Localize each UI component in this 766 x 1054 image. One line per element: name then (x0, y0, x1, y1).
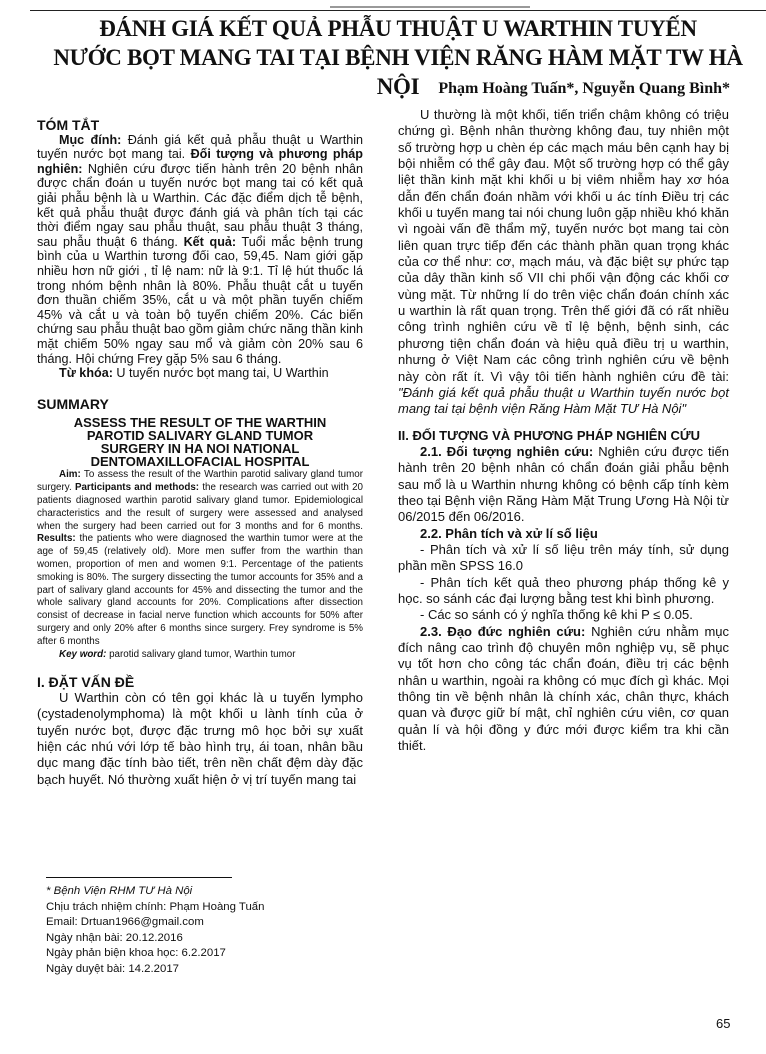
section-2-1 (398, 444, 729, 526)
s22-bullet-2: - Phân tích kết quả theo phương pháp thống kê y học. so sánh các đại lượng bằng test khi bình phương. (398, 574, 729, 606)
section-2-2-heading (398, 526, 729, 542)
s21-label: 2.1. Đối tượng nghiên cứu: (420, 443, 594, 459)
section-2-3 (398, 624, 729, 755)
footnotes (46, 884, 264, 978)
running-header (330, 6, 530, 8)
date-received: Ngày nhận bài: 20.12.2016 (46, 931, 183, 944)
results-label: Kết quả: (183, 234, 237, 249)
keywords-label-en: Key word: (59, 648, 107, 660)
abstract-heading: TÓM TẮT (37, 117, 100, 133)
abstract-vi (37, 133, 363, 367)
aim-label: Mục đính: (59, 132, 122, 147)
aim-text: Đánh giá kết quả phẫu thuật u Warthin tuyến nước bọt mang tai. (37, 132, 363, 162)
methods-text-en: the research was carried out with 20 patients diagnosed warthin parotid salivary gland tumor. Epidemiological characteristics and the result of surgery were assessed and analysed when the surgery had been carried out for 3 months and for 6 months. (37, 482, 363, 532)
results-text: Tuổi mắc bệnh trung bình của u Warthin tương đối cao, 59,45. Nam giới gặp nhiều hơn nữ giới , tỉ lệ nam: nữ là 9:1. Tỉ lệ hút thuốc lá trong nhóm bệnh nhân là 80%. Phẫu thuật cắt u tuyến đơn thuần chiếm 35%, cắt u và một phần tuyến chiếm 45% và cắt u và toàn bộ tuyến chiếm 20%. Các biến chứng sau phẫu thuật bao gồm giảm chức năng thần kinh mặt chiếm 50% ngay sau mổ và giảm còn 20% sau 6 tháng. Hội chứng Frey gặp 5% sau 6 tháng. (37, 234, 364, 366)
header-rule (30, 10, 766, 11)
results-text-en: the patients who were diagnosed the warthin tumor were at the age of 59,45 (relatively old). More men suffer from the warthin than women, proportion of men and women 9:1. Percentage of the patients smoking is 80%. The surgery dissecting the tumor accounts for 35% and a part of salivary gland accounts for 45% and dissecting the tumor and the whole salivary gland accounts for 20%. Complications after dissection consist of decrease in facial nerve function which accounts for 50% after surgery and only 20% after 6 months since surgery. Frey syndrome is 5% after 6 months (37, 533, 363, 647)
intro-paragraph-2 (398, 107, 729, 418)
methods-heading: II. ĐỐI TƯỢNG VÀ PHƯƠNG PHÁP NGHIÊN CỨU (398, 427, 701, 443)
s23-label: 2.3. Đạo đức nghiên cứu: (420, 623, 586, 639)
methods-text: Nghiên cứu được tiến hành trên 20 bệnh nhân được chẩn đoán u tuyến nước bọt mang tai có kết quả giải phẫu bệnh là u Warthin. Các đặc điểm dịch tễ bệnh, kết quả phẫu thuật được đánh giá và phân tích tại các thời điểm ngay sau phẫu thuật, sau phẫu thuật 3 tháng, sau phẫu thuật 6 tháng. (37, 161, 363, 249)
abstract-en (37, 469, 363, 648)
summary-title: ASSESS THE RESULT OF THE WARTHIN PAROTID SALIVARY GLAND TUMOR SURGERY IN HA NOI NATIONAL DENTOMAXILLOFACIAL HOSPITAL (73, 415, 327, 469)
s22-bullet-3: - Các so sánh có ý nghĩa thống kê khi P ≤ 0.05. (420, 607, 693, 623)
page-number: 65 (716, 1016, 731, 1031)
date-reviewed: Ngày phản biện khoa học: 6.2.2017 (46, 947, 226, 960)
responsible-author: Chịu trách nhiệm chính: Phạm Hoàng Tuấn (46, 900, 265, 913)
s23-text: Nghiên cứu nhằm mục đích nâng cao trình độ chuyên môn nghiệp vụ, sẽ phục vụ tốt hơn cho công tác chẩn đoán, điều trị các bệnh nhân u warthin, ngoài ra không có mục đích gì khác. Mọi thông tin về bệnh nhân là chính xác, chân thực, khách quan và được giữ bí mật, chỉ nghiên cứu viên, cơ quan quản lí và hội đồng y đức mới được kiểm tra khi cần thiết. (398, 623, 730, 754)
keywords-text-en: parotid salivary gland tumor, Warthin tumor (106, 648, 296, 660)
keywords-en (37, 649, 363, 662)
left-column (37, 118, 363, 788)
email: Email: Drtuan1966@gmail.com (46, 916, 204, 929)
methods-label: Đối tượng và phương pháp nghiên: (37, 147, 363, 176)
s22-bullet-1: - Phân tích và xử lí số liệu trên máy tính, sử dụng phần mền SPSS 16.0 (398, 541, 729, 574)
footnote-rule (46, 877, 232, 878)
authors: Phạm Hoàng Tuấn*, Nguyễn Quang Bình* (438, 80, 730, 97)
keywords-text: U tuyến nước bọt mang tai, U Warthin (112, 366, 329, 381)
date-accepted: Ngày duyệt bài: 14.2.2017 (46, 962, 179, 975)
affiliation: * Bệnh Viện RHM TƯ Hà Nội (46, 885, 193, 897)
s22-label: 2.2. Phân tích và xử lí số liệu (420, 525, 598, 541)
summary-heading: SUMMARY (37, 395, 109, 412)
right-column (398, 107, 729, 754)
keywords-vi (37, 366, 363, 381)
intro-p2-text: U thường là một khối, tiến triển chậm không có triệu chứng gì. Bệnh nhân thường không đau, tuy nhiên một số trường hợp u chèn ép các mạch máu bên cạnh hay bị bội nhiễm có thể gây đau. Một số trường hợp có thể gây liệt thần kinh mặt khi khối u bị viêm nhiễm hay xơ hóa dẫn đến chẩn đoán nhầm với khối u ác tính Điều trị các khối u tuyến mang tai nói chung luôn gặp nhiều khó khăn vì ngoài vấn đề thẩm mỹ, tuyến nước bọt mang tai còn liên quan trực tiếp đến các thành phần quan trọng khác của cơ thể như: cơ, mạch máu, và đặc biệt sự phức tạp của dây thần kinh số VII chi phối vận động các khối cơ vùng mặt. Từ những lí do trên việc chẩn đoán chính xác u warthin là rất quan trọng. Trên thế giới đã có rất nhiều công trình nghiên cứu về tỉ lệ bệnh, bệnh sinh, các phương tiện chẩn đoán và hiệu quả điều trị u warthin, nhưng ở Việt Nam các công trình nghiên cứu về bệnh này còn rất ít. Vì vậy tôi tiến hành nghiên cứu đề tài: (398, 107, 729, 384)
s21-text: Nghiên cứu được tiến hành trên 20 bệnh nhân có chẩn đoán giải phẫu bệnh sau mổ là u Warthin nhưng không có bệnh cấp tính kèm theo tại Bệnh viện Răng Hàm Mặt Trung Ương Hà Nội từ 06/2015 đến 06/2016. (398, 443, 729, 525)
intro-heading: I. ĐẶT VẤN ĐỀ (37, 674, 135, 691)
keywords-label: Từ khóa: (59, 366, 113, 381)
methods-label-en: Participants and methods: (74, 482, 200, 494)
title-line-2: NƯỚC BỌT MANG TAI TẠI BỆNH VIỆN RĂNG HÀM MẶT TW HÀ NỘI (53, 45, 743, 99)
aim-text-en: To assess the result of the Warthin parotid salivary gland tumor surgery. (37, 469, 363, 494)
results-label-en: Results: (37, 533, 76, 545)
intro-paragraph-1: U Warthin còn có tên gọi khác là u tuyến lympho (cystadenolymphoma) là một khối u lành tính của ở tuyến nước bọt, được đặc trưng mô học bởi sự xuất hiện các nhú với lớp tế bào hình trụ, ái toan, nhân bầu dục mang đặc tính bào tiết, trên nền chất đệm dày đặc bạch huyết. Nó thường xuất hiện ở vị trí tuyến mang tai (37, 690, 363, 787)
study-title-quote: "Đánh giá kết quả phẫu thuật u Warthin tuyến nước bọt mang tai tại bệnh viện Răng Hàm Mặt TƯ Hà Nội" (398, 384, 729, 417)
title-line-1: ĐÁNH GIÁ KẾT QUẢ PHẪU THUẬT U WARTHIN TUYẾN (99, 16, 697, 41)
aim-label-en: Aim: (59, 469, 81, 481)
